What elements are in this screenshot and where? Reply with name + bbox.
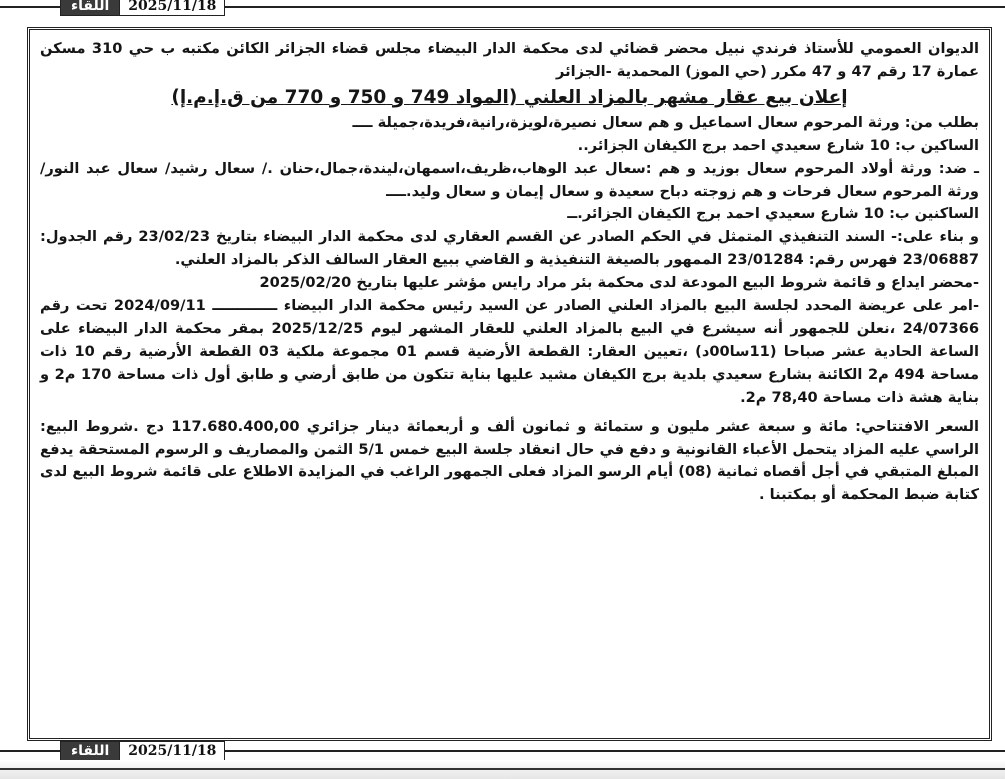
notice-basis: و بناء على:- السند التنفيذي المتمثل في الحكم الصادر عن القسم العقاري لدى محكمة الدار البيضاء بتاريخ 23/02/23 رقم الجدول: 23/06887 فهرس رقم: 23/01284 الممهور بالصيغة التنفيذية و القاضي ببيع العقار السالف الذكر بالمزاد العلني. <box>40 228 980 269</box>
notice-intro: الديوان العمومي للأستاذ فرندي نبيل محضر قضائي لدى محكمة الدار البيضاء مجلس قضاء الجزائر الكائن مكتبه ب حي 310 مسكن عمارة 17 رقم 47 و 47 مكرر (حي الموز) المحمدية -الجزائر <box>40 40 979 80</box>
top-strip <box>0 0 1005 18</box>
notice-frame <box>27 27 992 741</box>
notice-order: -امر على عريضة المحدد لجلسة البيع بالمزاد العلني الصادر عن السيد رئيس محكمة الدار البيضاء ـــــــــــــ 2024/09/11 تحت رقم 24/07366 ،نعلن للجمهور أنه سيشرع في البيع بالمزاد العلني للعقار المشهر ليوم 2025/12/25 بمقر محكمة الدار البيضاء على الساعة الحادية عشر صباحا (11سا00د) ،تعيين العقار: القطعة الأرضية قسم 01 مجموعة ملكية 03 القطعة الأرضية رقم 10 ذات مساحة 494 م2 الكائنة بشارع سعيدي بلدية برج الكيفان مشيد عليها بناية تتكون من طابق أرضي و طابق أول ذات مساحة 170 م2 و بناية هشة ذات مساحة 78,40 م2. <box>40 297 980 406</box>
notice-deposit: -محضر ايداع و قائمة شروط البيع المودعة لدى محكمة بئر مراد رايس مؤشر عليها بتاريخ 2025/02/20 <box>259 274 979 292</box>
notice-requester-address: الساكين ب: 10 شارع سعيدي احمد برج الكيفان الجزائر.. <box>577 136 979 154</box>
header-date: 2025/11/18 <box>119 0 224 15</box>
notice-content <box>40 38 979 730</box>
bottom-rule <box>0 768 1005 770</box>
notice-against-address: الساكنين ب: 10 شارع سعيدي احمد برج الكيفان الجزائر.ــ <box>567 205 979 223</box>
notice-against: ـ ضد: ورثة أولاد المرحوم سعال بوزيد و هم :سعال عبد الوهاب،ظريف،اسمهان،ليندة،جمال،حنان ./ سعال رشيد/ سعال عبد النور/ ورثة المرحوم سعال فرحات و هم زوجته دباح سعيدة و سعال إيمان و سعال وليد.ــــ <box>40 159 979 200</box>
header-tag <box>60 0 225 16</box>
header-source-label: اللقاء <box>61 0 119 15</box>
footer-tag <box>60 741 225 761</box>
notice-price-terms: السعر الافتتاحي: مائة و سبعة عشر مليون و ستمائة و ثمانون ألف و أربعمائة دينار جزائري 117.680.400,00 دج .شروط البيع: الراسي عليه المزاد يتحمل الأعباء القانونية و دفع في حال انعقاد جلسة البيع خمس 5/1 الثمن والمصاريف و الرسوم المستحقة يدفع المبلغ المتبقي في أجل أقصاه ثمانية (08) أيام الرسو المزاد فعلى الجمهور الراغب في المزايدة الاطلاع على قائمة شروط البيع لدى كتابة ضبط المحكمة أو بمكتبنا . <box>40 417 979 504</box>
footer-date: 2025/11/18 <box>119 742 224 760</box>
notice-requester: بطلب من: ورثة المرحوم سعال اسماعيل و هم سعال نصيرة،لويزة،رانية،فريدة،جميلة ــــ <box>352 113 979 131</box>
notice-title: إعلان بيع عقار مشهر بالمزاد العلني (المواد 749 و 750 و 770 من ق.إ.م.إ) <box>171 86 848 108</box>
footer-source-label: اللقاء <box>61 742 119 760</box>
